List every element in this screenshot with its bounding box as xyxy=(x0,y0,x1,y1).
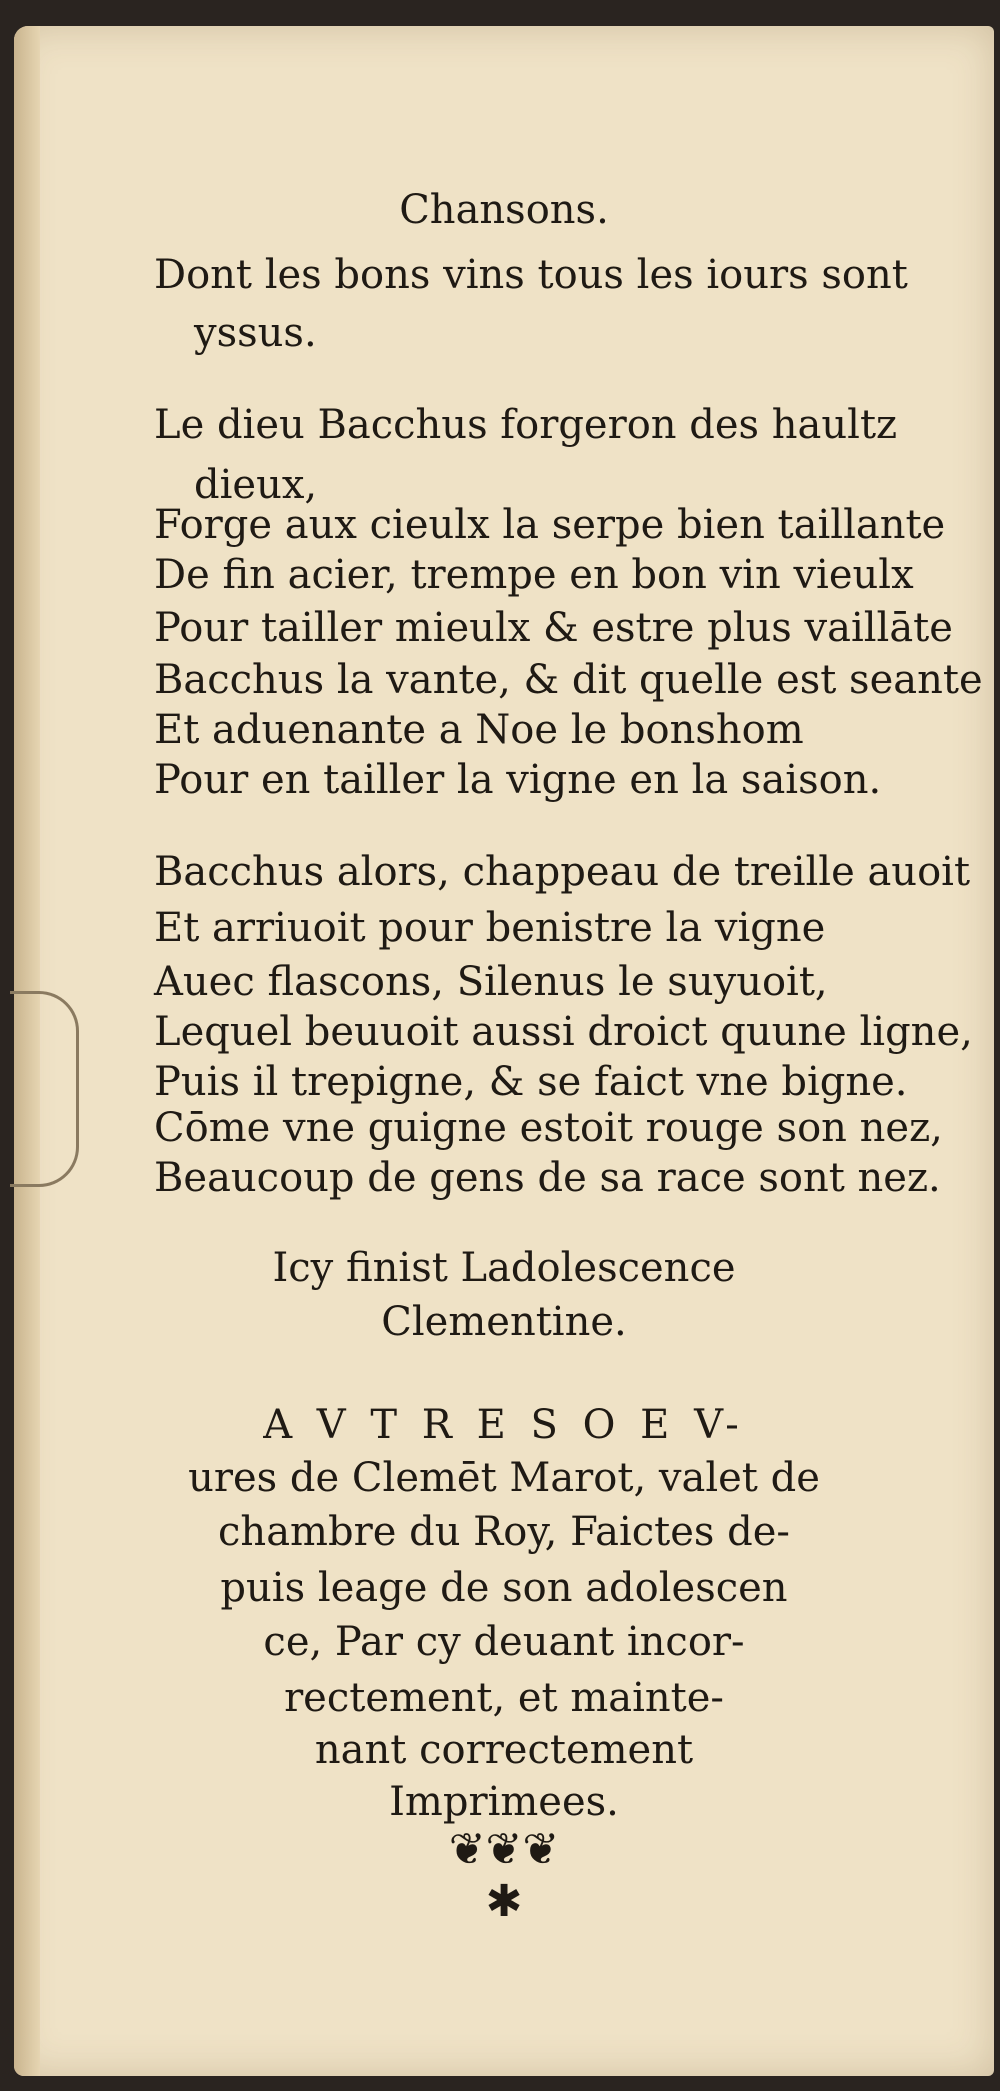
next-title-line-5: ce, Par cy deuant incor- xyxy=(263,1619,745,1665)
stanza1-line-6: Bacchus la vante, & dit quelle est seante xyxy=(154,657,983,703)
stanza2-line-6: Cōme vne guigne estoit rouge son nez, xyxy=(154,1105,943,1151)
stanza1-line-2: dieux, xyxy=(194,462,318,508)
stanza2-line-5: Puis il trepigne, & se faict vne bigne. xyxy=(154,1059,908,1105)
fleuron-ornament-icon: ❦❦❦ xyxy=(448,1824,560,1875)
next-title-line-1: A V T R E S O E V- xyxy=(263,1402,745,1448)
explicit-line-2: Clementine. xyxy=(381,1299,627,1345)
next-title-line-6: rectement, et mainte- xyxy=(284,1675,724,1721)
intro-line-2: yssus. xyxy=(194,310,317,356)
next-title-line-4: puis leage de son adolescen xyxy=(220,1565,788,1611)
next-title-line-2: ures de Clemēt Marot, valet de xyxy=(188,1455,820,1501)
stanza2-line-4: Lequel beuuoit aussi droict quune ligne, xyxy=(154,1009,973,1055)
book-page xyxy=(14,26,994,2076)
stanza2-line-3: Auec flascons, Silenus le suyuoit, xyxy=(154,959,828,1005)
stanza2-line-7: Beaucoup de gens de sa race sont nez. xyxy=(154,1155,941,1201)
running-head: Chansons. xyxy=(399,187,609,233)
stanza1-line-1: Le dieu Bacchus forgeron des haultz xyxy=(154,402,898,448)
stanza2-line-1: Bacchus alors, chappeau de treille auoit xyxy=(154,849,971,895)
next-title-line-7: nant correctement xyxy=(314,1727,694,1773)
next-title-line-3: chambre du Roy, Faictes de- xyxy=(218,1509,790,1555)
explicit-line-1: Icy finist Ladolescence xyxy=(272,1245,736,1291)
stanza2-line-2: Et arriuoit pour benistre la vigne xyxy=(154,905,826,951)
stanza1-line-8: Pour en tailler la vigne en la saison. xyxy=(154,757,882,803)
stanza1-line-4: De fin acier, trempe en bon vin vieulx xyxy=(154,552,914,598)
stanza1-line-7: Et aduenante a Noe le bonshom xyxy=(154,707,804,753)
stanza1-line-5: Pour tailler mieulx & estre plus vaillāte xyxy=(154,605,953,651)
stanza1-line-3: Forge aux cieulx la serpe bien taillante xyxy=(154,502,946,548)
next-title-line-8: Imprimees. xyxy=(389,1779,619,1825)
asterisk-ornament-icon: ✱ xyxy=(485,1876,523,1927)
page-tab-mark xyxy=(10,991,79,1187)
intro-line-1: Dont les bons vins tous les iours sont xyxy=(154,252,908,298)
